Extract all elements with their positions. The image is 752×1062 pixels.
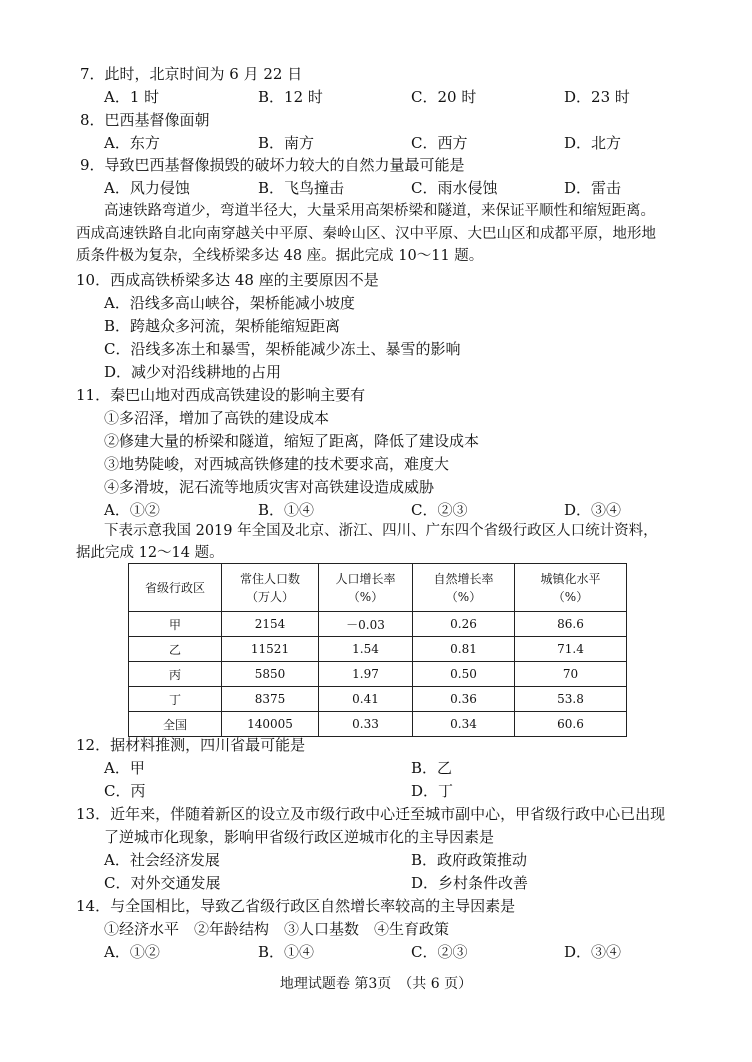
option-c: C．20 时 bbox=[411, 88, 477, 106]
header-population: 常住人口数 （万人） bbox=[222, 564, 319, 612]
table-cell: 0.81 bbox=[413, 637, 515, 662]
passage-2-line-1: 下表示意我国 2019 年全国及北京、浙江、四川、广东四个省级行政区人口统计资料， bbox=[104, 523, 658, 539]
table-cell: 1.97 bbox=[319, 662, 413, 687]
table-cell: 0.41 bbox=[319, 687, 413, 712]
question-12-options-row-2 bbox=[104, 781, 664, 801]
question-7-options bbox=[104, 87, 664, 107]
table-cell: 70 bbox=[515, 662, 627, 687]
option-b: B．①④ bbox=[258, 943, 315, 961]
option-d: D．减少对沿线耕地的占用 bbox=[104, 363, 282, 381]
table-cell: 60.6 bbox=[515, 712, 627, 737]
question-8-stem: 8．巴西基督像面朝 bbox=[80, 111, 210, 129]
table-cell: 丙 bbox=[129, 662, 222, 687]
option-c: C．西方 bbox=[411, 134, 468, 152]
statement-1: ①多沼泽，增加了高铁的建设成本 bbox=[104, 409, 330, 427]
table-row bbox=[129, 637, 627, 662]
option-b: B．跨越众多河流，架桥能缩短距离 bbox=[104, 317, 341, 335]
statement-2: ②修建大量的桥梁和隧道，缩短了距离，降低了建设成本 bbox=[104, 432, 480, 450]
table-cell: 2154 bbox=[222, 612, 319, 637]
population-table bbox=[128, 563, 627, 737]
table-cell: －0.03 bbox=[319, 612, 413, 637]
passage-2-line-2: 据此完成 12～14 题。 bbox=[76, 545, 224, 561]
question-13-stem-line-2: 了逆城市化现象，影响甲省级行政区逆城市化的主导因素是 bbox=[104, 828, 495, 846]
question-11-options bbox=[104, 500, 664, 520]
table-cell: 乙 bbox=[129, 637, 222, 662]
option-b: B．乙 bbox=[411, 759, 453, 777]
option-d: D．③④ bbox=[564, 943, 622, 961]
question-13-options-row-2 bbox=[104, 873, 664, 893]
header-natural-growth-rate: 自然增长率 （%） bbox=[413, 564, 515, 612]
header-province: 省级行政区 bbox=[129, 564, 222, 612]
question-10-stem: 10．西成高铁桥梁多达 48 座的主要原因不是 bbox=[76, 271, 379, 289]
option-b: B．政府政策推动 bbox=[411, 851, 528, 869]
option-c: C．沿线多冻土和暴雪，架桥能减少冻土、暴雪的影响 bbox=[104, 340, 461, 358]
option-b: B．南方 bbox=[258, 134, 315, 152]
table-cell: 86.6 bbox=[515, 612, 627, 637]
option-a: A．社会经济发展 bbox=[104, 851, 220, 869]
question-13-stem-line-1: 13．近年来，伴随着新区的设立及市级行政中心迁至城市副中心，甲省级行政中心已出现 bbox=[76, 805, 666, 823]
option-d: D．23 时 bbox=[564, 88, 630, 106]
table-cell: 53.8 bbox=[515, 687, 627, 712]
question-12-stem: 12．据材料推测，四川省最可能是 bbox=[76, 736, 306, 754]
option-a: A．①② bbox=[104, 943, 160, 961]
option-c: C．雨水侵蚀 bbox=[411, 179, 498, 197]
option-d: D．③④ bbox=[564, 501, 622, 519]
question-7-stem: 7．此时，北京时间为 6 月 22 日 bbox=[80, 65, 303, 83]
question-9-stem: 9．导致巴西基督像损毁的破坏力较大的自然力量最可能是 bbox=[80, 156, 465, 174]
table-cell: 0.26 bbox=[413, 612, 515, 637]
table-row bbox=[129, 712, 627, 737]
passage-1-line-1: 高速铁路弯道少，弯道半径大，大量采用高架桥梁和隧道，来保证平顺性和缩短距离。 bbox=[104, 203, 655, 219]
option-c: C．②③ bbox=[411, 943, 468, 961]
question-11-stem: 11．秦巴山地对西成高铁建设的影响主要有 bbox=[76, 386, 366, 404]
statement-3: ③地势陡峻，对西城高铁修建的技术要求高，难度大 bbox=[104, 455, 450, 473]
table-cell: 71.4 bbox=[515, 637, 627, 662]
option-a: A．沿线多高山峡谷，架桥能减小坡度 bbox=[104, 294, 355, 312]
option-d: D．雷击 bbox=[564, 179, 622, 197]
passage-1-line-2: 西成高速铁路自北向南穿越关中平原、秦岭山区、汉中平原、大巴山区和成都平原，地形地 bbox=[76, 226, 656, 242]
table-cell: 0.33 bbox=[319, 712, 413, 737]
option-c: C．丙 bbox=[104, 782, 146, 800]
table-cell: 8375 bbox=[222, 687, 319, 712]
option-a: A．东方 bbox=[104, 134, 160, 152]
statement-4: ④多滑坡，泥石流等地质灾害对高铁建设造成威胁 bbox=[104, 478, 435, 496]
header-urbanization: 城镇化水平 （%） bbox=[515, 564, 627, 612]
option-b: B．①④ bbox=[258, 501, 315, 519]
option-a: A．甲 bbox=[104, 759, 145, 777]
option-a: A．1 时 bbox=[104, 88, 160, 106]
passage-1-line-3: 质条件极为复杂，全线桥梁多达 48 座。据此完成 10～11 题。 bbox=[76, 248, 484, 264]
option-b: B．飞鸟撞击 bbox=[258, 179, 345, 197]
table-cell: 0.50 bbox=[413, 662, 515, 687]
question-14-options bbox=[104, 942, 664, 962]
table-cell: 140005 bbox=[222, 712, 319, 737]
option-c: C．②③ bbox=[411, 501, 468, 519]
question-8-options bbox=[104, 133, 664, 153]
option-a: A．风力侵蚀 bbox=[104, 179, 190, 197]
header-growth-rate: 人口增长率 （%） bbox=[319, 564, 413, 612]
table-cell: 0.36 bbox=[413, 687, 515, 712]
option-a: A．①② bbox=[104, 501, 160, 519]
question-13-options-row-1 bbox=[104, 850, 664, 870]
table-cell: 全国 bbox=[129, 712, 222, 737]
table-row bbox=[129, 687, 627, 712]
page-footer: 地理试题卷 第3页 （共 6 页） bbox=[279, 976, 473, 992]
table-cell: 丁 bbox=[129, 687, 222, 712]
option-b: B．12 时 bbox=[258, 88, 323, 106]
option-d: D．乡村条件改善 bbox=[411, 874, 529, 892]
table-cell: 1.54 bbox=[319, 637, 413, 662]
table-cell: 5850 bbox=[222, 662, 319, 687]
table-cell: 甲 bbox=[129, 612, 222, 637]
option-d: D．丁 bbox=[411, 782, 454, 800]
option-c: C．对外交通发展 bbox=[104, 874, 221, 892]
table-cell: 0.34 bbox=[413, 712, 515, 737]
question-12-options-row-1 bbox=[104, 758, 664, 778]
table-header-row bbox=[129, 564, 627, 612]
question-14-stem: 14．与全国相比，导致乙省级行政区自然增长率较高的主导因素是 bbox=[76, 897, 516, 915]
question-9-options bbox=[104, 178, 664, 198]
question-14-statements: ①经济水平 ②年龄结构 ③人口基数 ④生育政策 bbox=[104, 920, 450, 938]
option-d: D．北方 bbox=[564, 134, 622, 152]
table-row bbox=[129, 612, 627, 637]
table-cell: 11521 bbox=[222, 637, 319, 662]
table-row bbox=[129, 662, 627, 687]
